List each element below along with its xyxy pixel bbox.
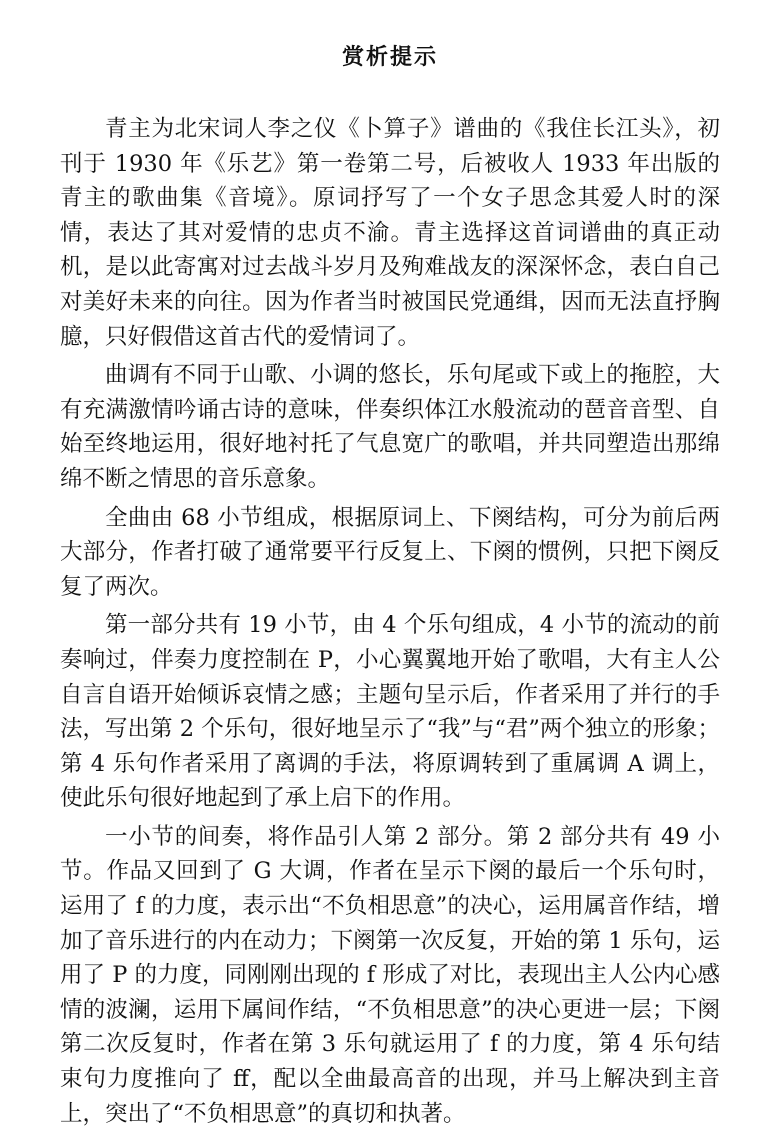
paragraph-5: 一小节的间奏，将作品引人第 2 部分。第 2 部分共有 49 小节。作品又回到了 G 大调，作者在呈示下阕的最后一个乐句时，运用了 f 的力度，表示出“不负相思意”的决心，运用属音作结，增加了音乐进行的内在动力；下阕第一次反复，开始的第 1 乐句，运用了 P 的力度，同刚刚出现的 f 形成了对比，表现出主人公内心感情的波澜，运用下属间作结，“不负相思意”的决心更进一层；下阕第二次反复时，作者在第 3 乐句就运用了 f 的力度，第 4 乐句结束句力度推向了 ff，配以全曲最高音的出现，并马上解决到主音上，突出了“不负相思意”的真切和执著。 [60, 823, 720, 1127]
paragraph-4: 第一部分共有 19 小节，由 4 个乐句组成，4 小节的流动的前奏响过，伴奏力度控制在 P，小心翼翼地开始了歌唱，大有主人公自言自语开始倾诉哀情之感；主题句呈示后，作者采用了并行的手法，写出第 2 个乐句，很好地呈示了“我”与“君”两个独立的形象；第 4 乐句作者采用了离调的手法，将原调转到了重属调 A 调上，使此乐句很好地起到了承上启下的作用。 [60, 612, 720, 812]
paragraph-1: 青主为北宋词人李之仪《卜算子》谱曲的《我住长江头》，初刊于 1930 年《乐艺》第一卷第二号，后被收人 1933 年出版的青主的歌曲集《音境》。原词抒写了一个女子思念其爱人时的深情，表达了其对爱情的忠贞不渝。青主选择这首词谱曲的真正动机，是以此寄寓对过去战斗岁月及殉难战友的深深怀念，表白自己对美好未来的向往。因为作者当时被国民党通缉，因而无法直抒胸臆，只好假借这首古代的爱情词了。 [60, 116, 720, 350]
paragraph-2: 曲调有不同于山歌、小调的悠长，乐句尾或下或上的拖腔，大有充满激情吟诵古诗的意味，伴奏织体江水般流动的琶音音型、自始至终地运用，很好地衬托了气息宽广的歌唱，并共同塑造出那绵绵不断之情思的音乐意象。 [60, 362, 720, 492]
paragraph-3: 全曲由 68 小节组成，根据原词上、下阕结构，可分为前后两大部分，作者打破了通常要平行反复上、下阕的惯例，只把下阕反复了两次。 [60, 504, 720, 600]
page-title: 赏析提示 [341, 45, 438, 70]
